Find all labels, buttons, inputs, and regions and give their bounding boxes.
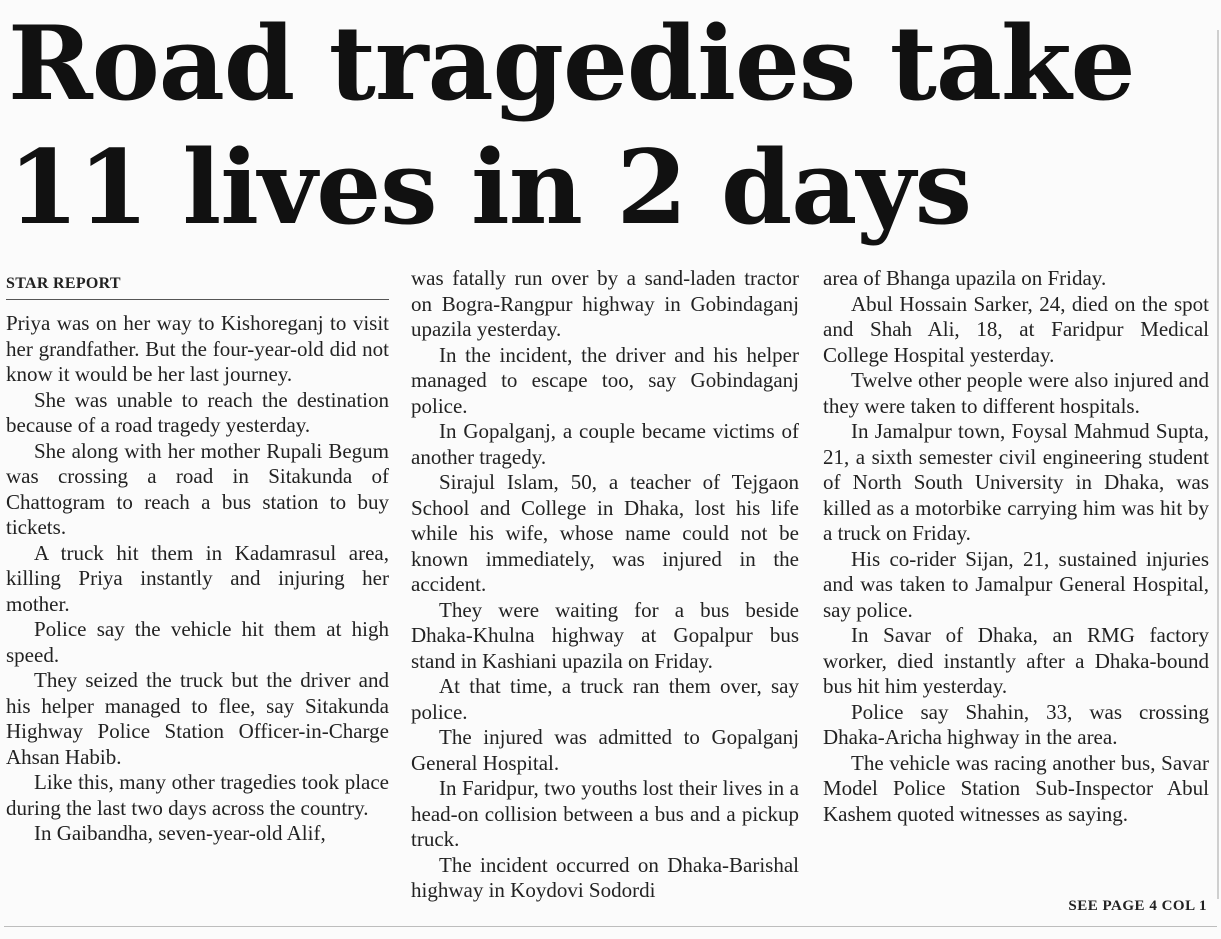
paragraph: His co-rider Sijan, 21, sustained injuries and was taken to Jamalpur General Hospital, say police. (823, 546, 1209, 622)
article-column-3 (823, 266, 1209, 827)
bottom-rule (4, 926, 1217, 927)
headline-line-1: Road tragedies take (8, 4, 1135, 124)
headline (8, 2, 1203, 250)
article-column-1 (6, 266, 389, 847)
page-edge (1217, 30, 1219, 899)
paragraph: They seized the truck but the driver and his helper managed to flee, say Sitakunda Highway Police Station Officer-in-Charge Ahsan Habib. (6, 668, 389, 769)
paragraph: Police say the vehicle hit them at high speed. (6, 617, 389, 667)
paragraph: In Savar of Dhaka, an RMG factory worker, died instantly after a Dhaka-bound bus hit him yesterday. (823, 623, 1209, 698)
paragraph: They were waiting for a bus beside Dhaka-Khulna highway at Gopalpur bus stand in Kashiani upazila on Friday. (411, 597, 799, 673)
paragraph: Abul Hossain Sarker, 24, died on the spot and Shah Ali, 18, at Faridpur Medical College Hospital yesterday. (823, 291, 1209, 367)
paragraph: In Faridpur, two youths lost their lives in a head-on collision between a bus and a pickup truck. (411, 776, 799, 851)
paragraph: Priya was on her way to Kishoreganj to visit her grandfather. But the four-year-old did not know it would be her last journey. (6, 311, 389, 386)
paragraph: The incident occurred on Dhaka-Barishal highway in Koydovi Sodordi (411, 852, 799, 902)
paragraph: Twelve other people were also injured and they were taken to different hospitals. (823, 368, 1209, 418)
paragraph: She was unable to reach the destination because of a road tragedy yesterday. (6, 387, 389, 437)
paragraph: In Gopalganj, a couple became victims of another tragedy. (411, 419, 799, 469)
paragraph: The vehicle was racing another bus, Savar Model Police Station Sub-Inspector Abul Kashem quoted witnesses as saying. (823, 750, 1209, 826)
paragraph: In the incident, the driver and his helper managed to escape too, say Gobindaganj police. (411, 342, 799, 418)
paragraph: was fatally run over by a sand-laden tractor on Bogra-Rangpur highway in Gobindaganj upazila yesterday. (411, 266, 799, 341)
paragraph: At that time, a truck ran them over, say police. (411, 674, 799, 724)
continued-on-page-link: SEE PAGE 4 COL 1 (1068, 898, 1207, 914)
paragraph: In Jamalpur town, Foysal Mahmud Supta, 21, a sixth semester civil engineering student of North South University in Dhaka, was killed as a motorbike carrying him was hit by a truck on Friday. (823, 419, 1209, 545)
paragraph: Like this, many other tragedies took place during the last two days across the country. (6, 770, 389, 820)
paragraph: A truck hit them in Kadamrasul area, killing Priya instantly and injuring her mother. (6, 540, 389, 616)
paragraph: The injured was admitted to Gopalganj General Hospital. (411, 725, 799, 775)
paragraph: area of Bhanga upazila on Friday. (823, 266, 1107, 290)
paragraph: In Gaibandha, seven-year-old Alif, (34, 821, 326, 845)
headline-line-2: 11 lives in 2 days (8, 128, 972, 248)
paragraph: Police say Shahin, 33, was crossing Dhaka-Aricha highway in the area. (823, 699, 1209, 749)
paragraph: Sirajul Islam, 50, a teacher of Tejgaon School and College in Dhaka, lost his life while his wife, whose name could not be known immediately, was injured in the accident. (411, 470, 799, 596)
article-column-2 (411, 266, 799, 904)
byline: STAR REPORT (6, 266, 389, 300)
paragraph: She along with her mother Rupali Begum was crossing a road in Sitakunda of Chattogram to reach a bus station to buy tickets. (6, 438, 389, 539)
